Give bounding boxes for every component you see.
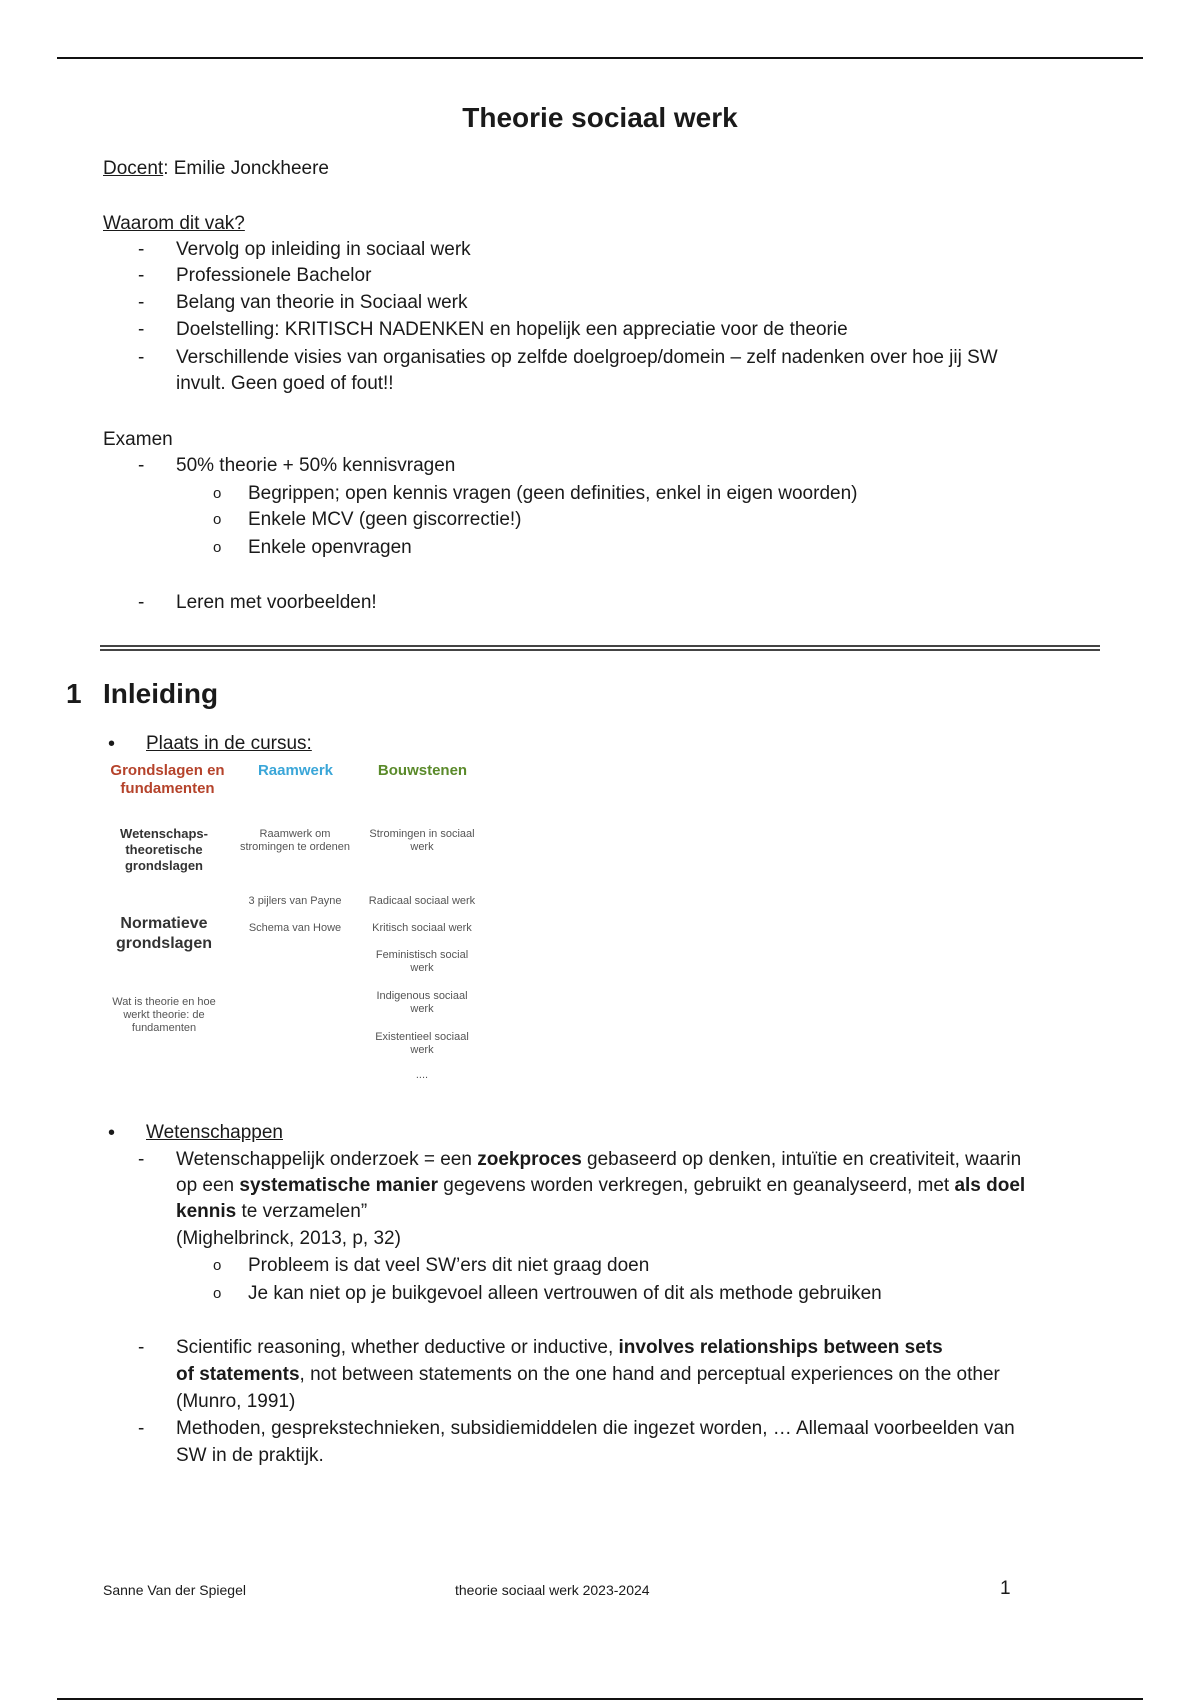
dash-marker: - (138, 239, 145, 260)
diagram-col1-header (100, 762, 235, 798)
diagram-item-wetenschapstheoretische (100, 826, 228, 874)
diagram-item-normatieve (100, 914, 228, 954)
paragraph-line (176, 1335, 943, 1361)
item-line: stromingen te ordenen (239, 841, 351, 853)
docent-value: : Emilie Jonckheere (163, 158, 329, 179)
dash-marker: - (138, 1337, 145, 1358)
section-title: Inleiding (103, 678, 219, 709)
item-line: Wat is theorie en hoe (112, 996, 216, 1008)
circle-marker: o (213, 511, 222, 528)
page-number: 1 (1000, 1578, 1011, 1599)
diagram-item-howe: Schema van Howe (248, 922, 342, 934)
diagram-item-kritisch: Kritisch sociaal werk (372, 922, 472, 934)
docent-label: Docent (103, 158, 164, 179)
item-line: Normatieve (120, 915, 208, 932)
item-line: Raamwerk om (259, 828, 331, 840)
list-item: Belang van theorie in Sociaal werk (176, 292, 468, 313)
paragraph-line: Methoden, gesprekstechnieken, subsidiemiddelen die ingezet worden, … Allemaal voorbeelden van (176, 1418, 1015, 1439)
top-rule (57, 57, 1143, 59)
list-item: 50% theorie + 50% kennisvragen (176, 455, 456, 476)
examen-heading: Examen (103, 429, 173, 450)
sub-list-item: Probleem is dat veel SW’ers dit niet graag doen (248, 1255, 650, 1276)
dash-marker: - (138, 592, 145, 613)
text-run: te verzamelen” (236, 1201, 368, 1222)
diagram-item-payne: 3 pijlers van Payne (248, 895, 342, 907)
diagram-item-feministisch (362, 949, 482, 975)
item-line: fundamenten (131, 1022, 197, 1034)
text-run: , not between statements on the one hand and perceptual experiences on the other (299, 1364, 1000, 1385)
list-item: Leren met voorbeelden! (176, 592, 377, 613)
item-line: theoretische (125, 842, 203, 857)
header-line: fundamenten (120, 780, 215, 797)
dash-marker: - (138, 1149, 145, 1170)
circle-marker: o (213, 539, 222, 556)
citation: (Munro, 1991) (176, 1391, 296, 1412)
diagram-col3-header: Bouwstenen (377, 762, 468, 779)
paragraph-line (176, 1199, 367, 1225)
circle-marker: o (213, 1285, 222, 1302)
diagram-col2-header: Raamwerk (257, 762, 334, 779)
header-line: Grondslagen en (110, 762, 225, 779)
text-run: gebaseerd op denken, intuïtie en creativiteit, waarin (581, 1149, 1022, 1170)
dash-marker: - (138, 1418, 145, 1439)
footer-course: theorie sociaal werk 2023-2024 (455, 1582, 650, 1598)
text-run: Wetenschappelijk onderzoek = een (176, 1149, 478, 1170)
item-line: werkt theorie: de (123, 1009, 205, 1021)
item-line: grondslagen (124, 858, 203, 873)
docent-line (103, 156, 329, 182)
item-line: werk (410, 962, 434, 974)
dash-marker: - (138, 292, 145, 313)
dash-marker: - (138, 265, 145, 286)
waarom-heading: Waarom dit vak? (103, 213, 245, 234)
item-line: werk (410, 1003, 434, 1015)
wetenschappen-label: Wetenschappen (146, 1122, 283, 1143)
text-run: Scientific reasoning, whether deductive or inductive, (176, 1337, 619, 1358)
item-line: grondslagen (115, 935, 212, 952)
text-run-bold: als doel (954, 1175, 1026, 1196)
diagram-item-raamwerk (230, 828, 360, 854)
list-item: Professionele Bachelor (176, 265, 372, 286)
diagram-item-fundamenten (100, 996, 228, 1035)
dash-marker: - (138, 347, 145, 368)
text-run-bold: systematische manier (239, 1175, 438, 1196)
sub-list-item: Enkele openvragen (248, 537, 412, 558)
sub-list-item: Je kan niet op je buikgevoel alleen vertrouwen of dit als methode gebruiken (248, 1283, 882, 1304)
item-line: werk (410, 841, 434, 853)
item-line: Indigenous sociaal (376, 990, 468, 1002)
diagram-item-indigenous (362, 990, 482, 1016)
item-line: Wetenschaps- (120, 826, 208, 841)
paragraph-line (176, 1173, 1025, 1199)
bullet-marker: • (108, 1122, 116, 1144)
footer-author: Sanne Van der Spiegel (103, 1582, 246, 1598)
paragraph-line: SW in de praktijk. (176, 1445, 324, 1466)
citation: (Mighelbrinck, 2013, p, 32) (176, 1228, 401, 1249)
section-number: 1 (66, 678, 82, 709)
diagram-item-ellipsis: .... (415, 1069, 429, 1081)
text-run-bold: of statements (176, 1364, 300, 1385)
sub-list-item: Begrippen; open kennis vragen (geen definities, enkel in eigen woorden) (248, 483, 858, 504)
circle-marker: o (213, 485, 222, 502)
list-item-continued: invult. Geen goed of fout!! (176, 373, 394, 394)
text-run: gegevens worden verkregen, gebruikt en geanalyseerd, met (437, 1175, 955, 1196)
circle-marker: o (213, 1257, 222, 1274)
text-run-bold: involves relationships between sets (618, 1337, 943, 1358)
item-line: werk (410, 1044, 434, 1056)
diagram-item-existentieel (362, 1031, 482, 1057)
text-run: op een (176, 1175, 240, 1196)
paragraph-line (176, 1362, 1000, 1388)
dash-marker: - (138, 319, 145, 340)
section-divider (100, 645, 1100, 651)
list-item: Vervolg op inleiding in sociaal werk (176, 239, 471, 260)
paragraph-line (176, 1147, 1021, 1173)
text-run-bold: zoekproces (477, 1149, 582, 1170)
list-item: Doelstelling: KRITISCH NADENKEN en hopelijk een appreciatie voor de theorie (176, 319, 848, 340)
item-line: Existentieel sociaal (375, 1031, 469, 1043)
list-item: Verschillende visies van organisaties op zelfde doelgroep/domein – zelf nadenken over hoe jij SW (176, 347, 998, 368)
diagram-item-stromingen (362, 828, 482, 854)
item-line: Feministisch social (375, 949, 469, 961)
plaats-label: Plaats in de cursus: (146, 733, 312, 754)
sub-list-item: Enkele MCV (geen giscorrectie!) (248, 509, 522, 530)
course-structure-diagram (100, 758, 490, 1088)
page-title: Theorie sociaal werk (462, 102, 738, 133)
item-line: Stromingen in sociaal (369, 828, 475, 840)
bullet-marker: • (108, 733, 116, 755)
text-run-bold: kennis (176, 1201, 237, 1222)
dash-marker: - (138, 455, 145, 476)
diagram-item-radicaal: Radicaal sociaal werk (368, 895, 476, 907)
